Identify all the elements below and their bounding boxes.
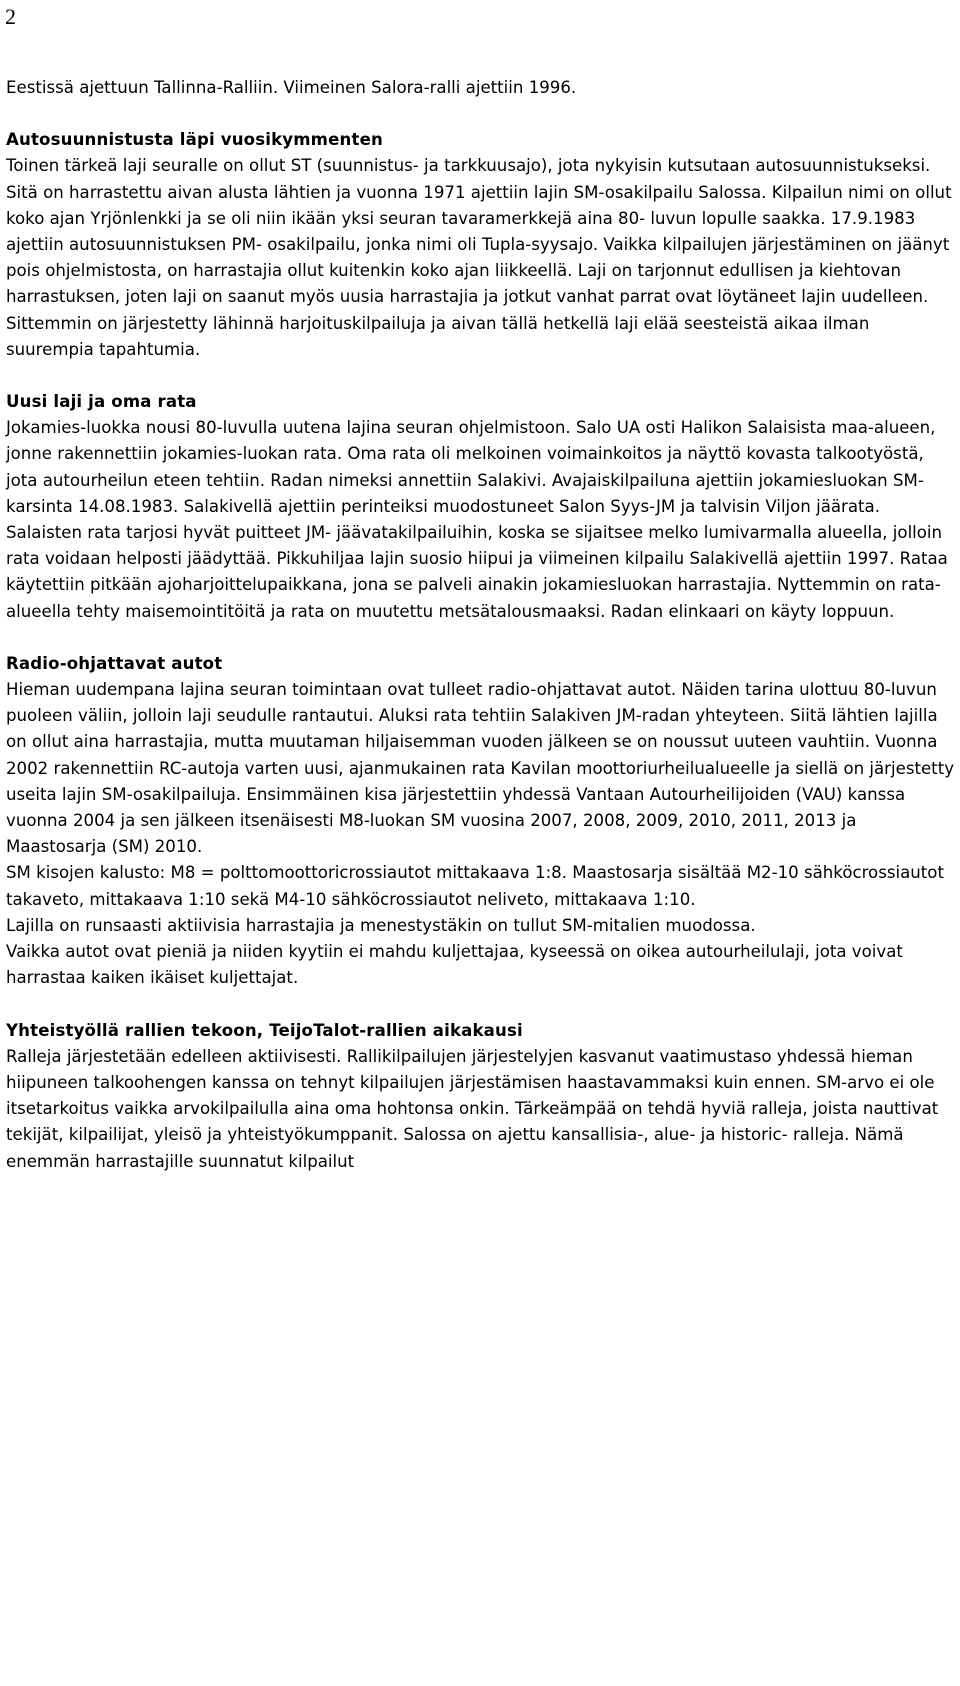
section-paragraph: Hieman uudempana lajina seuran toimintaan ovat tulleet radio-ohjattavat autot. Näiden tarina ulottuu 80-luvun puoleen väliin, jolloin laji seudulle rantautui. Aluksi rata tehtiin Salakiven JM-radan yhteyteen. Siitä lähtien lajilla on ollut aina harrastajia, mutta muutaman hiljaisemman vuoden jälkeen se on noussut uuteen vauhtiin. Vuonna 2002 rakennettiin RC-autoja varten uusi, ajanmukainen rata Kavilan moottoriurheilualueelle ja siellä on järjestetty useita lajin SM-osakilpailuja. Ensimmäinen kisa järjestettiin yhdessä Vantaan Autourheilijoiden (VAU) kanssa vuonna 2004 ja sen jälkeen itsenäisesti M8-luokan SM vuosina 2007, 2008, 2009, 2010, 2011, 2013 ja Maastosarja (SM) 2010. <box>6 680 955 857</box>
page-number: 2 <box>5 4 16 29</box>
section-heading: Autosuunnistusta läpi vuosikymmenten <box>6 130 383 150</box>
section-heading: Uusi laji ja oma rata <box>6 392 197 412</box>
section-paragraph: Toinen tärkeä laji seuralle on ollut ST (suunnistus- ja tarkkuusajo), jota nykyisin kutsutaan autosuunnistukseksi. Sitä on harrastettu aivan alusta lähtien ja vuonna 1971 ajettiin lajin SM-osakilpailu Salossa. Kilpailun nimi on ollut koko ajan Yrjönlenkki ja se oli niin ikään yksi seuran tavaramerkkejä aina 80- luvun lopulle saakka. 17.9.1983 ajettiin autosuunnistuksen PM- osakilpailu, jonka nimi oli Tupla-syysajo. Vaikka kilpailujen järjestäminen on jäänyt pois ohjelmistosta, on harrastajia ollut kuitenkin koko ajan liikkeellä. Laji on tarjonnut edullisen ja kiehtovan harrastuksen, joten laji on saanut myös uusia harrastajia ja jotkut vanhat parrat ovat löytäneet lajin uudelleen. Sittemmin on järjestetty lähinnä harjoituskilpailuja ja aivan tällä hetkellä laji elää seesteistä aikaa ilman suurempia tapahtumia. <box>6 156 952 359</box>
section-paragraph: Jokamies-luokka nousi 80-luvulla uutena lajina seuran ohjelmistoon. Salo UA osti Halikon Salaisista maa-alueen, jonne rakennettiin jokamies-luokan rata. Oma rata oli melkoinen voimainkoitos ja näyttö kovasta talkootyöstä, jota autourheilun eteen tehtiin. Radan nimeksi annettiin Salakivi. Avajaiskilpailuna ajettiin jokamiesluokan SM-karsinta 14.08.1983. Salakivellä ajettiin perinteiksi muodostuneet Salon Syys-JM ja talvisin Viljon jäärata. Salaisten rata tarjosi hyvät puitteet JM- jäävatakilpailuihin, koska se sijaitsee melko lumivarmalla alueella, jolloin rata voidaan helposti jäädyttää. Pikkuhiljaa lajin suosio hiipui ja viimeinen kilpailu Salakivellä ajettiin 1997. Rataa käytettiin pitkään ajoharjoittelupaikkana, jona se palveli ainakin jokamiesluokan harrastajia. Nyttemmin on rata-alueella tehty maisemointitöitä ja rata on muutettu metsätalousmaaksi. Radan elinkaari on käyty loppuun. <box>6 418 948 621</box>
section-radio-ohjattavat <box>6 651 956 992</box>
section-uusi-laji <box>6 389 956 625</box>
section-paragraph: Lajilla on runsaasti aktiivisia harrastajia ja menestystäkin on tullut SM-mitalien muodossa. <box>6 915 756 935</box>
section-yhteistyo <box>6 1018 956 1175</box>
document-body <box>6 75 956 1175</box>
section-paragraph: SM kisojen kalusto: M8 = polttomoottoricrossiautot mittakaava 1:8. Maastosarja sisältää M2-10 sähköcrossiautot takaveto, mittakaava 1:10 sekä M4-10 sähköcrossiautot neliveto, mittakaava 1:10. <box>6 863 944 909</box>
section-heading: Yhteistyöllä rallien tekoon, TeijoTalot-rallien aikakausi <box>6 1020 523 1040</box>
section-paragraph: Vaikka autot ovat pieniä ja niiden kyytiin ei mahdu kuljettajaa, kyseessä on oikea autourheilulaji, jota voivat harrastaa kaiken ikäiset kuljettajat. <box>6 942 903 988</box>
section-heading: Radio-ohjattavat autot <box>6 653 223 673</box>
section-autosuunnistus <box>6 127 956 363</box>
intro-paragraph: Eestissä ajettuun Tallinna-Ralliin. Viimeinen Salora-ralli ajettiin 1996. <box>6 78 577 97</box>
section-paragraph: Ralleja järjestetään edelleen aktiivisesti. Rallikilpailujen järjestelyjen kasvanut vaatimustaso yhdessä hieman hiipuneen talkoohengen kanssa on tehnyt kilpailujen järjestämisen haastavammaksi kuin ennen. SM-arvo ei ole itsetarkoitus vaikka arvokilpailulla aina oma hohtonsa onkin. Tärkeämpää on tehdä hyviä ralleja, joista nauttivat tekijät, kilpailijat, yleisö ja yhteistyökumppanit. Salossa on ajettu kansallisia-, alue- ja historic- ralleja. Nämä enemmän harrastajille suunnatut kilpailut <box>6 1046 939 1171</box>
